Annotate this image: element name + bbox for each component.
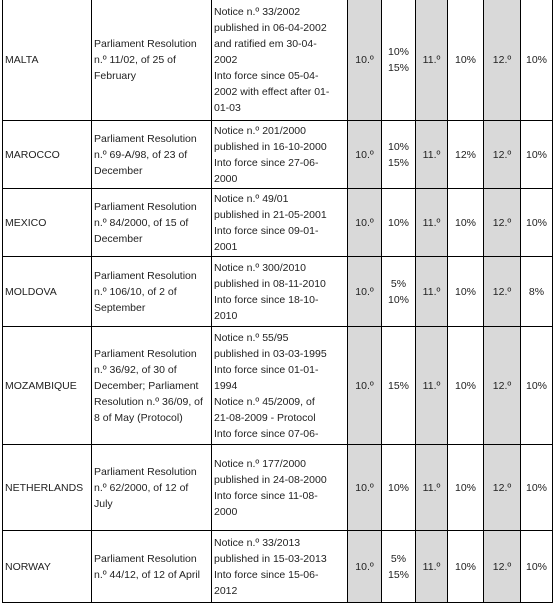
article-12-cell: 12.º <box>484 0 521 121</box>
table-row <box>3 531 553 603</box>
resolution-cell: Parliament Resolution n.º 36/92, of 30 of December; Parliament Resolution n.º 36/09, of 8 of May (Protocol) <box>92 327 212 445</box>
resolution-cell: Parliament Resolution n.º 69-A/98, of 23 of December <box>92 121 212 189</box>
dividends-rate-cell <box>382 189 416 257</box>
dividends-rate-cell <box>382 531 416 603</box>
notice-line: Notice n.º 33/2002 <box>214 5 301 18</box>
article-11-cell: 11.º <box>416 121 448 189</box>
article-12-cell: 12.º <box>484 531 521 603</box>
notice-line: published in 16-10-2000 <box>214 140 327 153</box>
country-cell: NETHERLANDS <box>3 445 92 531</box>
resolution-cell: Parliament Resolution n.º 106/10, of 2 of September <box>92 257 212 327</box>
notice-line: 2002 <box>214 53 238 66</box>
table-row <box>3 257 553 327</box>
article-10-cell: 10.º <box>348 257 382 327</box>
article-11-cell: 11.º <box>416 0 448 121</box>
interest-rate-cell: 10% <box>448 327 484 445</box>
notice-line: published in 03-03-1995 <box>214 347 327 360</box>
notice-line: 2000 <box>214 172 238 185</box>
notice-line: Into force since 18-10- <box>214 293 319 306</box>
royalties-rate-cell: 10% <box>521 189 553 257</box>
interest-rate-cell: 10% <box>448 531 484 603</box>
notice-cell <box>212 327 348 445</box>
country-cell: MALTA <box>3 0 92 121</box>
table-body <box>3 0 553 603</box>
resolution-cell: Parliament Resolution n.º 44/12, of 12 of April <box>92 531 212 603</box>
dividends-rate-cell <box>382 0 416 121</box>
article-11-cell: 11.º <box>416 531 448 603</box>
article-11-cell: 11.º <box>416 189 448 257</box>
article-10-cell: 10.º <box>348 121 382 189</box>
dividends-rate-cell <box>382 121 416 189</box>
notice-line: Notice n.º 33/2013 <box>214 536 301 549</box>
article-12-cell: 12.º <box>484 445 521 531</box>
article-12-cell: 12.º <box>484 327 521 445</box>
notice-line: Notice n.º 55/95 <box>214 331 289 344</box>
table-row <box>3 121 553 189</box>
royalties-rate-cell: 10% <box>521 531 553 603</box>
article-10-cell: 10.º <box>348 445 382 531</box>
country-cell: MOZAMBIQUE <box>3 327 92 445</box>
article-10-cell: 10.º <box>348 189 382 257</box>
notice-line: Notice n.º 300/2010 <box>214 261 306 274</box>
notice-line: 2002 with effect after 01- <box>214 85 330 98</box>
dividends-rate-value: 5% <box>390 552 407 565</box>
country-cell: MEXICO <box>3 189 92 257</box>
notice-line: published in 21-05-2001 <box>214 208 327 221</box>
article-10-cell: 10.º <box>348 327 382 445</box>
notice-line: 2001 <box>214 240 238 253</box>
table-row <box>3 327 553 445</box>
table-row <box>3 445 553 531</box>
dividends-rate-value: 10% <box>387 140 409 153</box>
notice-line: 2012 <box>214 584 238 597</box>
treaty-table <box>2 0 553 603</box>
resolution-cell: Parliament Resolution n.º 11/02, of 25 of February <box>92 0 212 121</box>
royalties-rate-cell: 10% <box>521 121 553 189</box>
notice-cell <box>212 189 348 257</box>
notice-line: 01-03 <box>214 101 241 114</box>
dividends-rate-value: 10% <box>387 481 409 494</box>
dividends-rate-value: 15% <box>387 61 409 74</box>
article-11-cell: 11.º <box>416 327 448 445</box>
article-11-cell: 11.º <box>416 257 448 327</box>
notice-cell <box>212 121 348 189</box>
country-cell: MAROCCO <box>3 121 92 189</box>
article-10-cell: 10.º <box>348 531 382 603</box>
country-cell: NORWAY <box>3 531 92 603</box>
notice-line: Notice n.º 177/2000 <box>214 457 306 470</box>
royalties-rate-cell: 10% <box>521 0 553 121</box>
notice-line: 21-08-2009 - Protocol <box>214 411 316 424</box>
notice-cell <box>212 445 348 531</box>
dividends-rate-value: 10% <box>387 216 409 229</box>
article-12-cell: 12.º <box>484 257 521 327</box>
article-12-cell: 12.º <box>484 121 521 189</box>
resolution-cell: Parliament Resolution n.º 62/2000, of 12 of July <box>92 445 212 531</box>
country-cell: MOLDOVA <box>3 257 92 327</box>
notice-line: published in 06-04-2002 <box>214 21 327 34</box>
royalties-rate-cell: 10% <box>521 327 553 445</box>
interest-rate-cell: 10% <box>448 0 484 121</box>
notice-line: Into force since 09-01- <box>214 224 319 237</box>
dividends-rate-value: 5% <box>390 277 407 290</box>
dividends-rate-value: 15% <box>387 379 409 392</box>
notice-line: Notice n.º 45/2009, of <box>214 395 315 408</box>
article-12-cell: 12.º <box>484 189 521 257</box>
notice-line: Into force since 01-01- <box>214 363 319 376</box>
resolution-cell: Parliament Resolution n.º 84/2000, of 15 of December <box>92 189 212 257</box>
notice-line: Into force since 05-04- <box>214 69 319 82</box>
notice-line: published in 08-11-2010 <box>214 277 326 290</box>
notice-line: Into force since 27-06- <box>214 156 319 169</box>
interest-rate-cell: 10% <box>448 445 484 531</box>
notice-line: published in 24-08-2000 <box>214 473 327 486</box>
dividends-rate-value: 15% <box>387 568 409 581</box>
notice-line: 2010 <box>214 309 238 322</box>
notice-line: Into force since 07-06- <box>214 427 319 440</box>
dividends-rate-value: 10% <box>387 293 409 306</box>
table-row <box>3 189 553 257</box>
notice-cell <box>212 257 348 327</box>
notice-cell <box>212 0 348 121</box>
notice-line: Notice n.º 49/01 <box>214 192 289 205</box>
article-10-cell: 10.º <box>348 0 382 121</box>
table-row <box>3 0 553 121</box>
notice-line: published in 15-03-2013 <box>214 552 327 565</box>
notice-line: Into force since 15-06- <box>214 568 319 581</box>
notice-line: Into force since 11-08- <box>214 489 318 502</box>
notice-line: and ratified em 30-04- <box>214 37 317 50</box>
interest-rate-cell: 10% <box>448 189 484 257</box>
article-11-cell: 11.º <box>416 445 448 531</box>
dividends-rate-cell <box>382 445 416 531</box>
royalties-rate-cell: 10% <box>521 445 553 531</box>
royalties-rate-cell: 8% <box>521 257 553 327</box>
dividends-rate-cell <box>382 257 416 327</box>
notice-line: 1994 <box>214 379 238 392</box>
interest-rate-cell: 12% <box>448 121 484 189</box>
dividends-rate-value: 10% <box>387 45 409 58</box>
notice-line: Notice n.º 201/2000 <box>214 124 306 137</box>
dividends-rate-value: 15% <box>387 156 409 169</box>
interest-rate-cell: 10% <box>448 257 484 327</box>
notice-cell <box>212 531 348 603</box>
notice-line: 2000 <box>214 505 238 518</box>
dividends-rate-cell <box>382 327 416 445</box>
